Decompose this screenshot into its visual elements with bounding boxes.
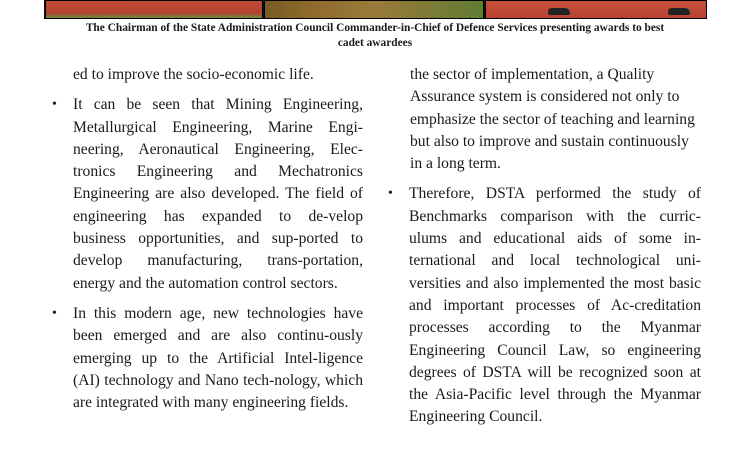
bullet-item — [388, 183, 701, 428]
award-photos-strip — [44, 0, 707, 19]
award-photo-center — [264, 0, 484, 19]
paragraph-continuation: the sector of implementation, a Quality Assurance system is considered not only to emphasize the sector of teaching and learning but also to improve and sustain continuously in a long term. — [410, 66, 695, 173]
bullet-icon: • — [52, 97, 57, 113]
caption-line-2: cadet awardees — [337, 37, 413, 49]
bullet-item — [52, 94, 363, 295]
paragraph-continuation: ed to improve the socio-economic life. — [73, 66, 314, 83]
left-column — [52, 64, 363, 414]
bullet-text: Therefore, DSTA performed the study of Benchmarks comparison with the curric-ulums and educational aids of some in-ternational and local technological uni-versities and also implemented the most basic and important processes of Ac-creditation processes according to the Myanmar Engineering Council Law, so engineering degrees of DSTA will be recognized soon at the Asia-Pacific level through the Myanmar Engineering Council. — [409, 185, 701, 426]
bullet-icon: • — [388, 186, 393, 202]
bullet-text: It can be seen that Mining Engineering, Metallurgical Engineering, Marine Engi-neering, Aeronautical Engineering, Elec-tronics Engineering and Mechatronics Engineering are also developed. The field of engineering has expanded to de-velop business opportunities, and sup-ported to develop manufacturing, trans-portation, energy and the automation control sectors. — [73, 96, 363, 292]
bullet-icon: • — [52, 305, 57, 321]
bullet-item — [52, 303, 363, 414]
caption-line-1: The Chairman of the State Administration Council Commander-in-Chief of Defence Services presenting awards to best — [85, 22, 665, 34]
award-photo-right — [485, 0, 707, 19]
right-column — [388, 64, 701, 429]
award-photo-left — [45, 0, 263, 19]
bullet-text: In this modern age, new technologies have been emerged and are also continu-ously emerging up to the Artificial Intel-ligence (AI) technology and Nano tech-nology, which are integrated with many engineering fields. — [73, 304, 363, 412]
figure-caption — [50, 21, 700, 51]
